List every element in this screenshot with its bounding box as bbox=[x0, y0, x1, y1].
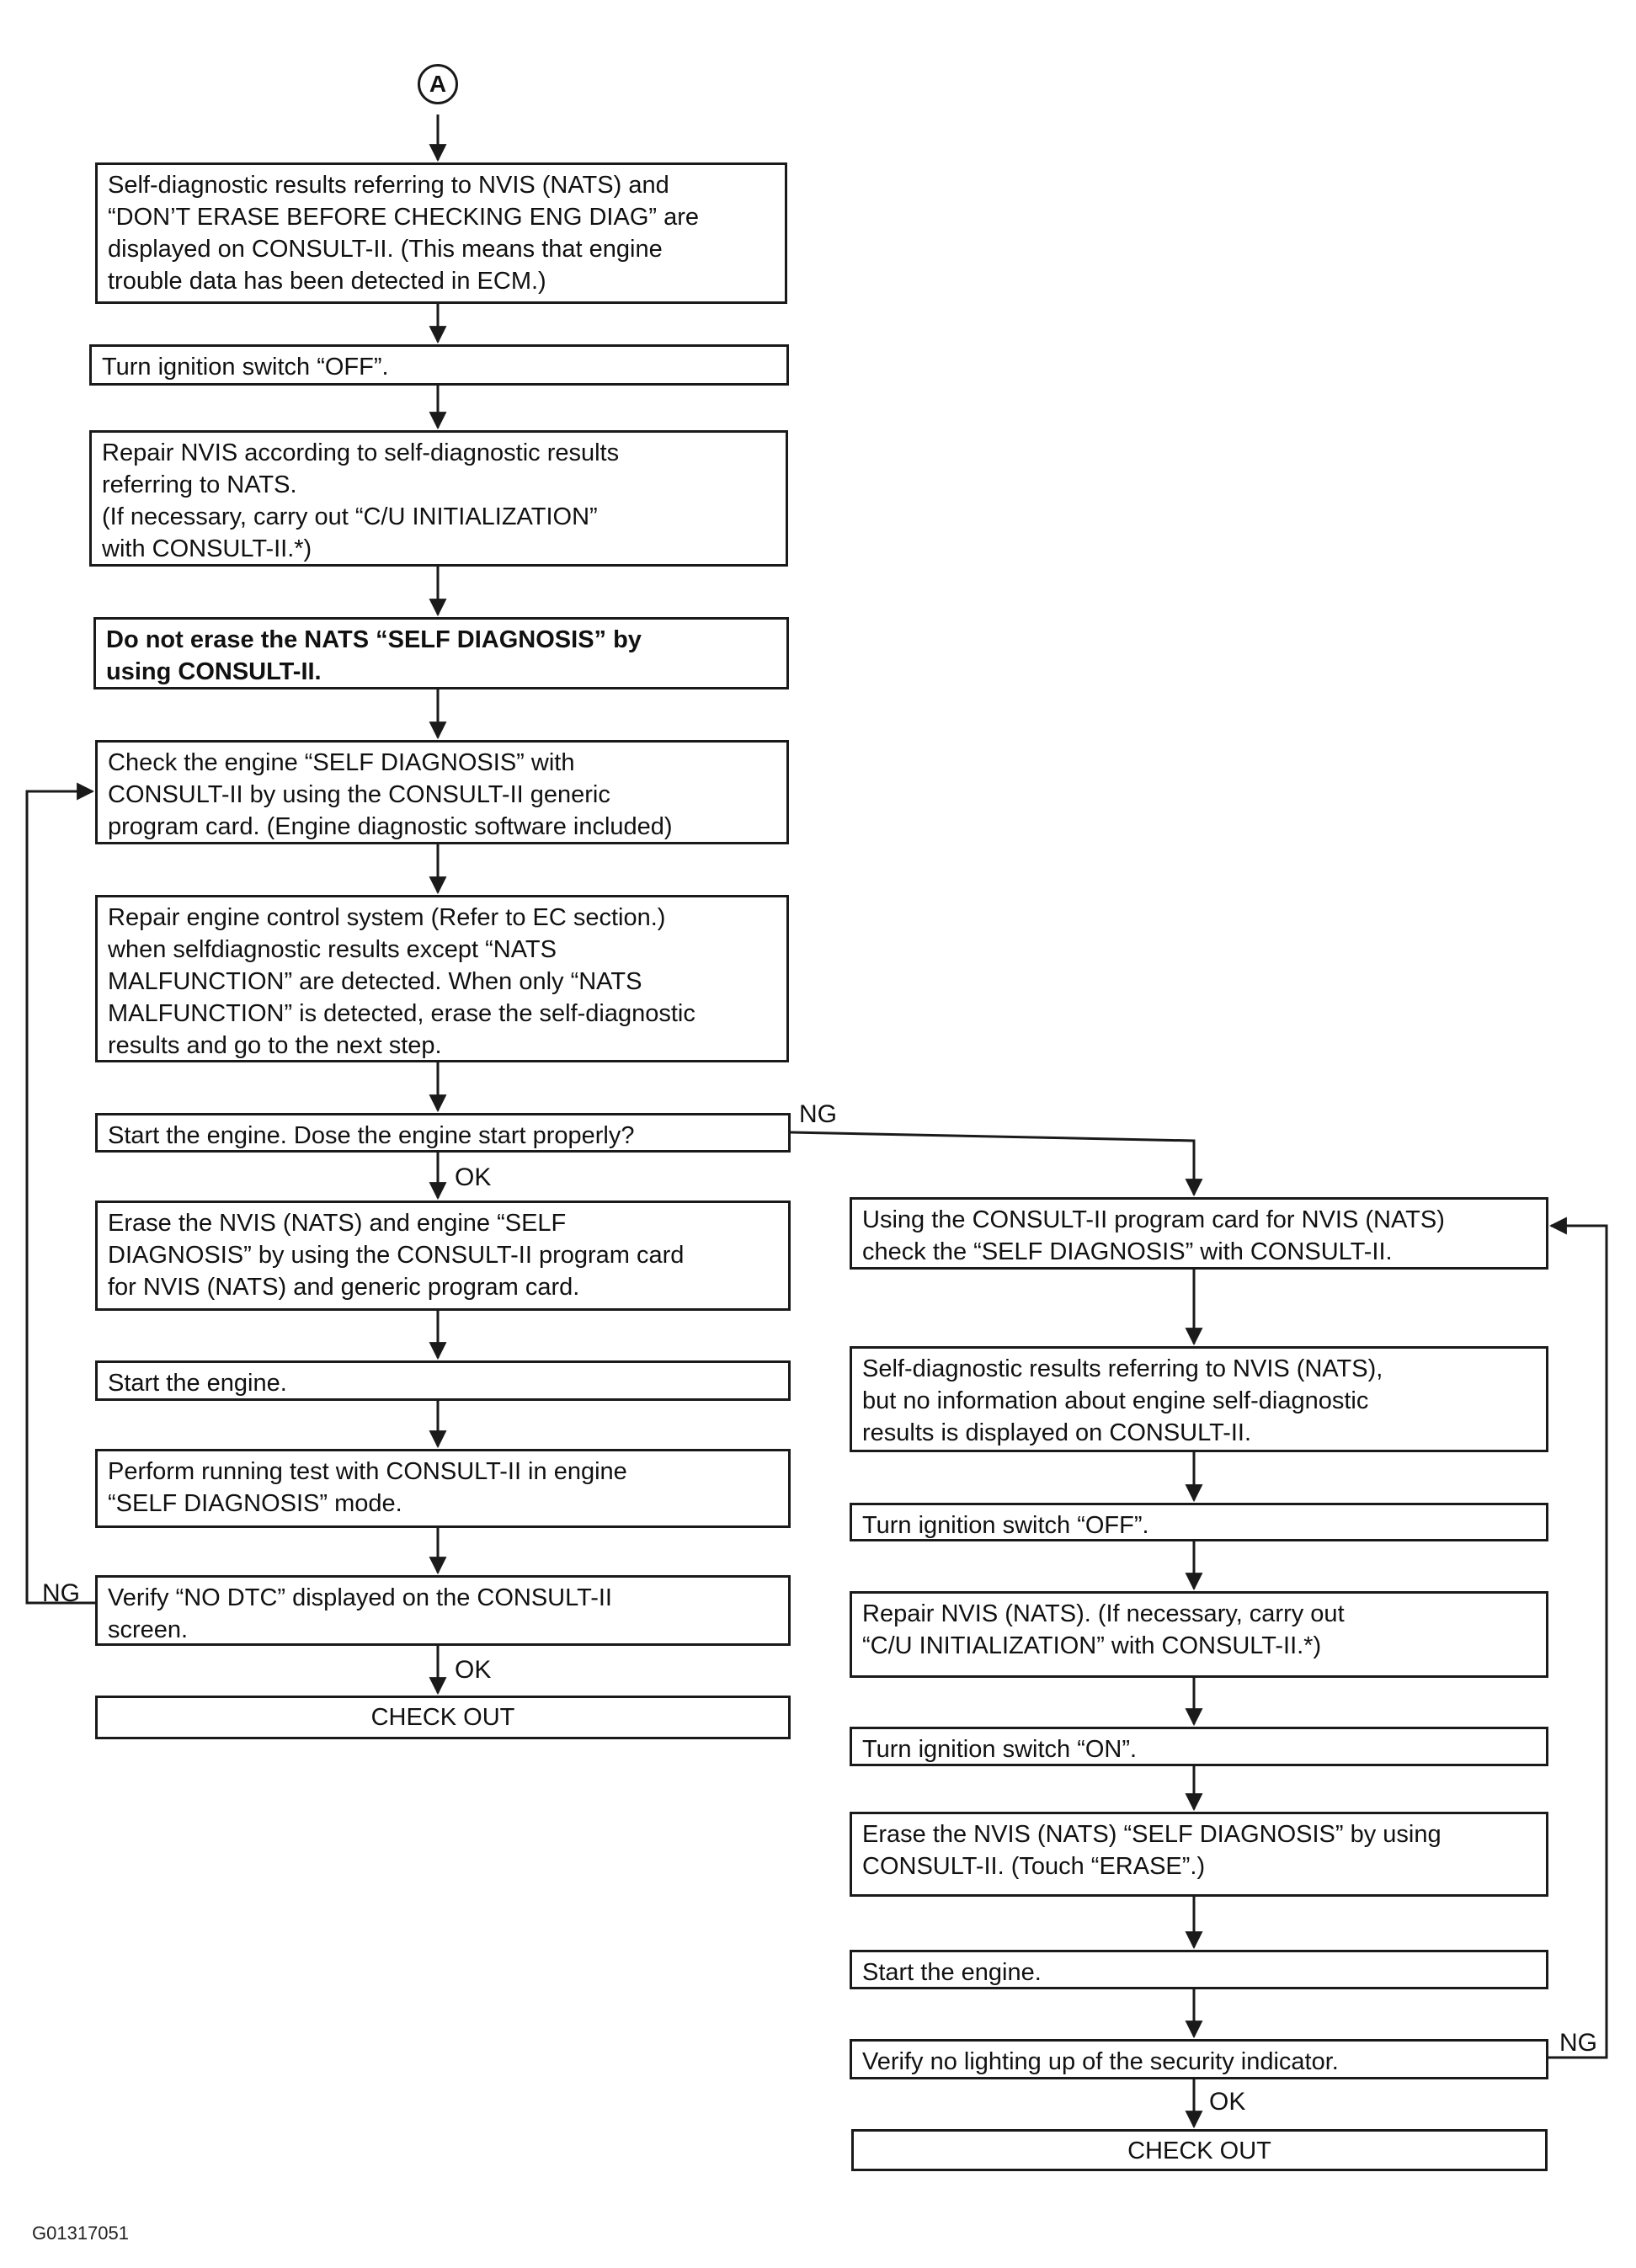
step-r-repair-nvis-nats: Repair NVIS (NATS). (If necessary, carry out “C/U INITIALIZATION” with CONSULT-II.*) bbox=[850, 1591, 1548, 1678]
step-check-out-left: CHECK OUT bbox=[95, 1696, 791, 1739]
start-connector-a: A bbox=[418, 64, 458, 104]
label-ng-verify-indicator: NG bbox=[1559, 2029, 1597, 2057]
step-perform-running-test: Perform running test with CONSULT-II in engine “SELF DIAGNOSIS” mode. bbox=[95, 1449, 791, 1528]
step-turn-ignition-off: Turn ignition switch “OFF”. bbox=[89, 344, 789, 386]
step-r-verify-security-indicator: Verify no lighting up of the security indicator. bbox=[850, 2039, 1548, 2079]
label-ng-verify-no-dtc: NG bbox=[42, 1579, 80, 1607]
step-check-out-right: CHECK OUT bbox=[851, 2129, 1548, 2171]
step-r-turn-ignition-on: Turn ignition switch “ON”. bbox=[850, 1727, 1548, 1766]
step-verify-no-dtc: Verify “NO DTC” displayed on the CONSULT-II screen. bbox=[95, 1575, 791, 1646]
label-ok-verify-no-dtc: OK bbox=[455, 1656, 492, 1684]
step-do-not-erase: Do not erase the NATS “SELF DIAGNOSIS” by using CONSULT-II. bbox=[93, 617, 789, 689]
step-r-self-diagnostic-results: Self-diagnostic results referring to NVIS (NATS), but no information about engine self-diagnostic results is displayed on CONSULT-II. bbox=[850, 1346, 1548, 1452]
step-repair-engine-control: Repair engine control system (Refer to EC section.) when selfdiagnostic results except “NATS MALFUNCTION” are detected. When only “NATS MALFUNCTION” is detected, erase the self-diagnostic results and go to the next step. bbox=[95, 895, 789, 1062]
label-ok-start-engine: OK bbox=[455, 1163, 492, 1191]
step-self-diagnostic-results: Self-diagnostic results referring to NVIS (NATS) and “DON’T ERASE BEFORE CHECKING ENG DIAG” are displayed on CONSULT-II. (This means that engine trouble data has been detected in ECM.) bbox=[95, 162, 787, 304]
ng-loop-right bbox=[1548, 1226, 1607, 2058]
figure-code: G01317051 bbox=[32, 2223, 129, 2244]
step-r-turn-ignition-off: Turn ignition switch “OFF”. bbox=[850, 1503, 1548, 1541]
label-ok-verify-indicator: OK bbox=[1209, 2088, 1246, 2116]
step-start-engine: Start the engine. bbox=[95, 1360, 791, 1401]
ng-branch-start-engine bbox=[791, 1132, 1194, 1195]
step-check-engine-self-diagnosis: Check the engine “SELF DIAGNOSIS” with CONSULT-II by using the CONSULT-II generic program card. (Engine diagnostic software included) bbox=[95, 740, 789, 844]
label-ng-start-engine: NG bbox=[799, 1100, 837, 1128]
step-r-start-engine: Start the engine. bbox=[850, 1950, 1548, 1989]
step-r-erase-nvis-nats: Erase the NVIS (NATS) “SELF DIAGNOSIS” by using CONSULT-II. (Touch “ERASE”.) bbox=[850, 1812, 1548, 1897]
step-erase-nvis-and-engine: Erase the NVIS (NATS) and engine “SELF DIAGNOSIS” by using the CONSULT-II program card for NVIS (NATS) and generic program card. bbox=[95, 1201, 791, 1311]
ng-loop-left bbox=[27, 791, 95, 1603]
step-repair-nvis: Repair NVIS according to self-diagnostic results referring to NATS. (If necessary, carry out “C/U INITIALIZATION” with CONSULT-II.*) bbox=[89, 430, 788, 567]
step-start-engine-question: Start the engine. Dose the engine start properly? bbox=[95, 1113, 791, 1153]
step-r-using-consult-nvis: Using the CONSULT-II program card for NVIS (NATS) check the “SELF DIAGNOSIS” with CONSULT-II. bbox=[850, 1197, 1548, 1270]
